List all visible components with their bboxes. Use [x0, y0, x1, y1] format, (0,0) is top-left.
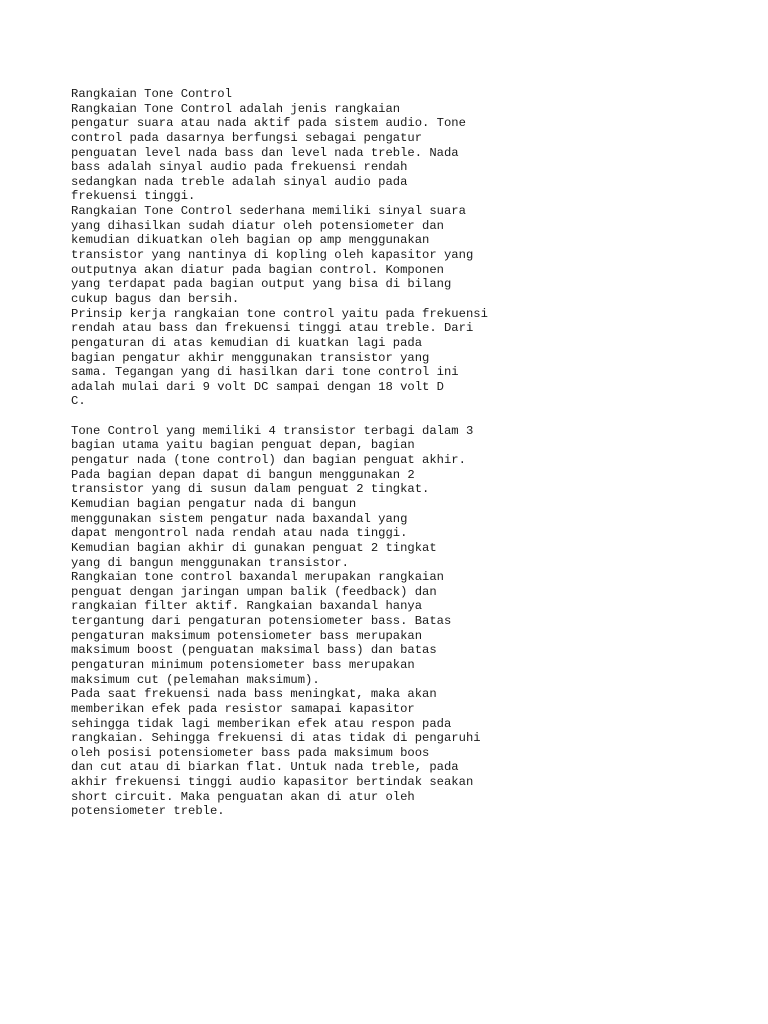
- text-line: Rangkaian Tone Control adalah jenis rangkaian: [71, 101, 401, 116]
- text-line: pengatur suara atau nada aktif pada sistem audio. Tone: [71, 116, 466, 131]
- text-line: kemudian dikuatkan oleh bagian op amp menggunakan: [71, 233, 430, 248]
- paragraph-2: [71, 204, 731, 306]
- paragraph-1: [71, 102, 731, 204]
- paragraph-6: [71, 687, 731, 819]
- text-line: oleh posisi potensiometer bass pada maksimum boos: [71, 745, 430, 760]
- text-line: Pada saat frekuensi nada bass meningkat, maka akan: [71, 687, 437, 702]
- text-line: dapat mengontrol nada rendah atau nada tinggi.: [71, 526, 408, 541]
- text-line: frekuensi tinggi.: [71, 189, 196, 204]
- text-line: potensiometer treble.: [71, 804, 225, 819]
- text-line: Rangkaian tone control baxandal merupakan rangkaian: [71, 570, 444, 585]
- text-line: outputnya akan diatur pada bagian control. Komponen: [71, 262, 444, 277]
- paragraph-spacer: [71, 409, 731, 424]
- text-line: yang dihasilkan sudah diatur oleh potensiometer dan: [71, 218, 444, 233]
- text-line: yang di bangun menggunakan transistor.: [71, 555, 349, 570]
- text-line: adalah mulai dari 9 volt DC sampai dengan 18 volt D: [71, 379, 444, 394]
- text-line: pengaturan di atas kemudian di kuatkan lagi pada: [71, 335, 423, 350]
- text-line: penguat dengan jaringan umpan balik (feedback) dan: [71, 584, 437, 599]
- text-line: rangkaian. Sehingga frekuensi di atas tidak di pengaruhi: [71, 731, 481, 746]
- document-title: Rangkaian Tone Control: [71, 87, 232, 101]
- text-line: transistor yang nantinya di kopling oleh kapasitor yang: [71, 248, 474, 263]
- text-line: Tone Control yang memiliki 4 transistor terbagi dalam 3: [71, 423, 474, 438]
- text-line: pengaturan minimum potensiometer bass merupakan: [71, 657, 415, 672]
- text-line: transistor yang di susun dalam penguat 2 tingkat.: [71, 482, 430, 497]
- paragraph-4: [71, 424, 731, 570]
- text-line: sehingga tidak lagi memberikan efek atau respon pada: [71, 716, 452, 731]
- text-line: bagian utama yaitu bagian penguat depan, bagian: [71, 438, 415, 453]
- text-line: C.: [71, 394, 86, 409]
- text-line: rendah atau bass dan frekuensi tinggi atau treble. Dari: [71, 321, 474, 336]
- paragraph-3: [71, 307, 731, 409]
- text-line: pengaturan maksimum potensiometer bass merupakan: [71, 628, 423, 643]
- text-line: Kemudian bagian akhir di gunakan penguat 2 tingkat: [71, 540, 437, 555]
- text-line: yang terdapat pada bagian output yang bisa di bilang: [71, 277, 452, 292]
- text-line: memberikan efek pada resistor samapai kapasitor: [71, 701, 415, 716]
- text-line: Kemudian bagian pengatur nada di bangun: [71, 496, 357, 511]
- text-line: sama. Tegangan yang di hasilkan dari tone control ini: [71, 365, 459, 380]
- text-line: cukup bagus dan bersih.: [71, 291, 240, 306]
- text-line: menggunakan sistem pengatur nada baxandal yang: [71, 511, 408, 526]
- text-line: penguatan level nada bass dan level nada treble. Nada: [71, 145, 459, 160]
- document-page: [71, 87, 731, 819]
- text-line: maksimum boost (penguatan maksimal bass) dan batas: [71, 643, 437, 658]
- text-line: pengatur nada (tone control) dan bagian penguat akhir.: [71, 453, 466, 468]
- text-line: Prinsip kerja rangkaian tone control yaitu pada frekuensi: [71, 306, 488, 321]
- text-line: sedangkan nada treble adalah sinyal audio pada: [71, 174, 408, 189]
- text-line: bagian pengatur akhir menggunakan transistor yang: [71, 350, 430, 365]
- text-line: rangkaian filter aktif. Rangkaian baxandal hanya: [71, 599, 423, 614]
- paragraph-5: [71, 570, 731, 687]
- text-line: dan cut atau di biarkan flat. Untuk nada treble, pada: [71, 760, 459, 775]
- text-line: maksimum cut (pelemahan maksimum).: [71, 672, 320, 687]
- text-line: tergantung dari pengaturan potensiometer bass. Batas: [71, 614, 452, 629]
- text-line: short circuit. Maka penguatan akan di atur oleh: [71, 789, 415, 804]
- text-line: bass adalah sinyal audio pada frekuensi rendah: [71, 160, 408, 175]
- text-line: control pada dasarnya berfungsi sebagai pengatur: [71, 130, 423, 145]
- text-line: Rangkaian Tone Control sederhana memiliki sinyal suara: [71, 204, 466, 219]
- text-line: akhir frekuensi tinggi audio kapasitor bertindak seakan: [71, 775, 474, 790]
- text-line: Pada bagian depan dapat di bangun menggunakan 2: [71, 467, 415, 482]
